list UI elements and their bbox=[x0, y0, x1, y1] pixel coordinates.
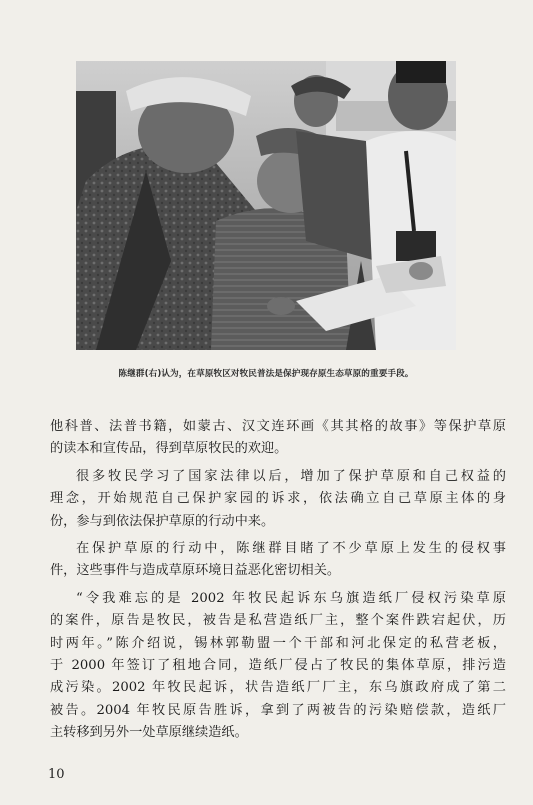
text-line: 份，参与到依法保护草原的行动中来。 bbox=[50, 513, 275, 529]
paragraph bbox=[50, 588, 506, 745]
text-line: 主转移到另外一处草原继续造纸。 bbox=[50, 725, 248, 741]
text-line: “令我难忘的是 2002 年牧民起诉东乌旗造纸厂侵权污染草原 bbox=[76, 590, 506, 606]
news-photo bbox=[76, 61, 456, 350]
text-line: 于 2000 年签订了租地合同，造纸厂侵占了牧民的集体草原，排污造 bbox=[50, 658, 506, 674]
paragraph bbox=[50, 416, 506, 461]
text-line: 被告。2004 年牧民原告胜诉，拿到了两被告的污染赔偿款，造纸厂 bbox=[50, 702, 506, 718]
article-body bbox=[50, 416, 506, 750]
text-line: 他科普、法普书籍，如蒙古、汉文连环画《其其格的故事》等保护草原 bbox=[50, 419, 506, 434]
text-line: 时两年。”陈介绍说，锡林郭勒盟一个干部和河北保定的私营老板， bbox=[50, 635, 506, 651]
text-line: 的案件，原告是牧民，被告是私营造纸厂主，整个案件跌宕起伏，历 bbox=[50, 613, 506, 629]
page-number: 10 bbox=[48, 767, 65, 782]
paragraph bbox=[50, 466, 506, 533]
text-line: 的读本和宣传品，得到草原牧民的欢迎。 bbox=[50, 441, 288, 457]
photo-icon bbox=[76, 61, 456, 350]
text-line: 在保护草原的行动中，陈继群目睹了不少草原上发生的侵权事 bbox=[76, 541, 506, 557]
text-line: 成污染。2002 年牧民起诉，状告造纸厂厂主，东乌旗政府成了第二 bbox=[50, 680, 506, 696]
text-line: 理念，开始规范自己保护家园的诉求，依法确立自己草原主体的身 bbox=[50, 491, 506, 507]
text-line: 很多牧民学习了国家法律以后，增加了保护草原和自己权益的 bbox=[76, 468, 506, 484]
text-line: 件，这些事件与造成草原环境日益恶化密切相关。 bbox=[50, 563, 341, 579]
photo-caption: 陈继群(右)认为，在草原牧区对牧民普法是保护现存原生态草原的重要手段。 bbox=[118, 369, 414, 379]
paragraph bbox=[50, 538, 506, 583]
